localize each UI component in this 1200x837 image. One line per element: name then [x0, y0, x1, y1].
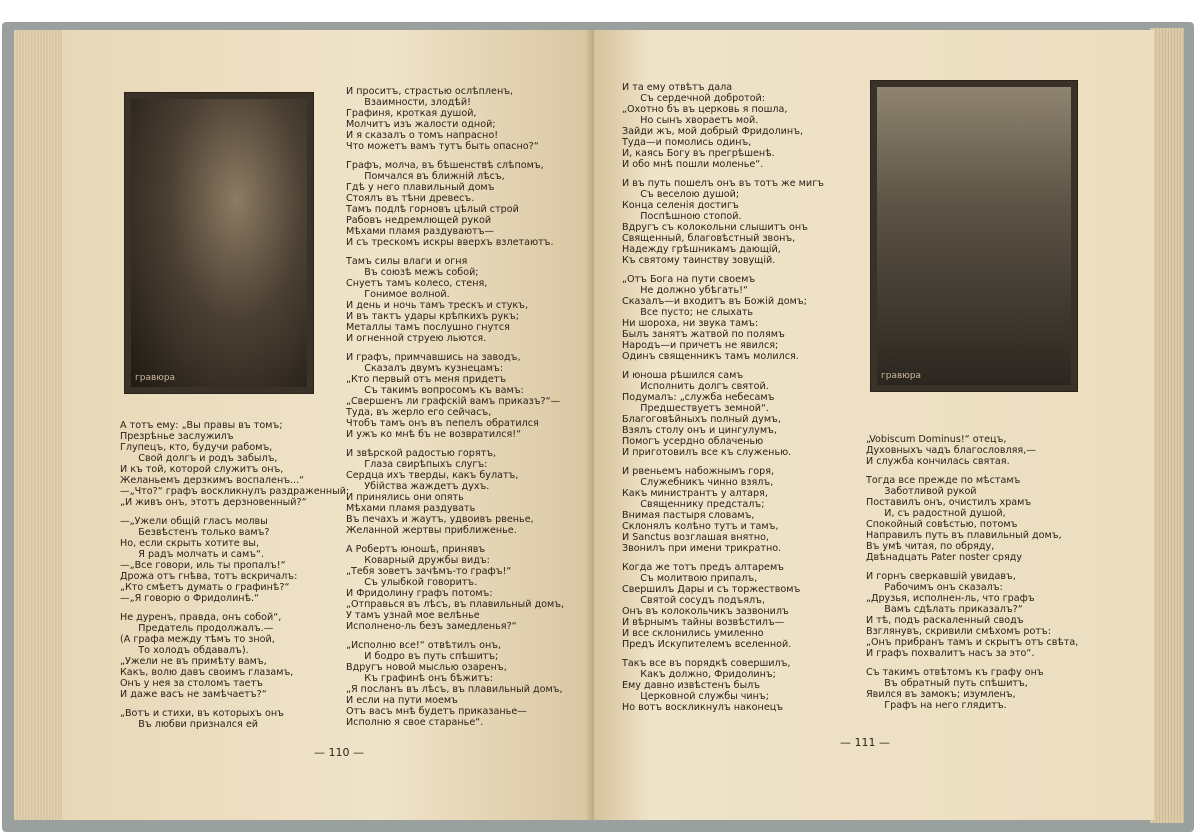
verse-line: (А графа между тѣмъ то зной,: [120, 634, 275, 645]
verse-line: Не должно убѣгать!“: [622, 285, 748, 296]
verse-line: Все пусто; не слыхать: [622, 307, 754, 318]
verse-line: Зайди жъ, мой добрый Фридолинъ,: [622, 126, 804, 137]
stanza: [622, 274, 824, 362]
stanza: [120, 708, 349, 730]
verse-line: И ужъ ко мнѣ бъ не возвратился!“: [346, 429, 522, 440]
verse-line: Туда—и помолись одинъ,: [622, 137, 752, 148]
verse-line: Поставилъ онъ, очистилъ храмъ: [866, 497, 1032, 508]
verse-line: Такъ все въ порядкѣ совершилъ,: [622, 658, 791, 669]
engraving-forge-scene: [124, 92, 314, 394]
verse-line: Къ святому таинству зовущій.: [622, 255, 776, 266]
verse-line: Но сынъ хвораетъ мой.: [622, 115, 759, 126]
verse-line: Предъ Искупителемъ вселенной.: [622, 639, 792, 650]
verse-line: Спокойный совѣстью, потомъ: [866, 519, 1018, 530]
verse-line: Графиня, кроткая душой,: [346, 108, 477, 119]
verse-line: „Охотно бъ въ церковь я пошла,: [622, 104, 788, 115]
stanza: [346, 640, 564, 728]
left-page: [62, 30, 598, 820]
verse-line: Сказалъ—и входитъ въ Божій домъ;: [622, 296, 807, 307]
verse-line: И юноша рѣшился самъ: [622, 370, 744, 381]
verse-line: Онъ въ колокольчикъ зазвонилъ: [622, 606, 789, 617]
verse-line: Въ печахъ и жаутъ, удвоивъ рвенье,: [346, 514, 534, 525]
verse-line: Предатель продолжалъ.—: [120, 623, 274, 634]
verse-line: И я сказалъ о томъ напрасно!: [346, 130, 499, 141]
verse-line: И, съ радостной душой,: [866, 508, 1006, 519]
verse-line: „Исполню все!“ отвѣтилъ онъ,: [346, 640, 502, 651]
stanza: [346, 160, 564, 248]
verse-line: И все склонились умиленно: [622, 628, 764, 639]
stanza: [866, 667, 1078, 711]
stanza: [346, 256, 564, 344]
verse-line: Былъ занятъ жатвой по полямъ: [622, 329, 785, 340]
verse-line: Но вотъ воскликнулъ наконецъ: [622, 702, 784, 713]
verse-line: И вѣрнымъ тайны возвѣстилъ—: [622, 617, 785, 628]
verse-line: Какъ, волю давъ своимъ глазамъ,: [120, 667, 294, 678]
verse-line: „И живъ онъ, этотъ дерзновенный?“: [120, 497, 307, 508]
verse-line: Съ такимъ вопросомъ къ вамъ:: [346, 385, 524, 396]
verse-line: Свершилъ Дары и съ торжествомъ: [622, 584, 801, 595]
verse-line: А тотъ ему: „Вы правы въ томъ;: [120, 420, 283, 431]
verse-line: Тамъ подлѣ горновъ цѣлый строй: [346, 204, 519, 215]
verse-line: И въ тактъ удары крѣпкихъ рукъ;: [346, 311, 520, 322]
verse-line: „Кто первый отъ меня придетъ: [346, 374, 507, 385]
verse-line: Сказалъ двумъ кузнецамъ:: [346, 363, 504, 374]
verse-line: У тамъ узнай мое велѣнье: [346, 610, 480, 621]
verse-line: И звѣрской радостью горятъ,: [346, 448, 497, 459]
verse-line: Направилъ путь въ плавильный домъ,: [866, 530, 1062, 541]
verse-line: Что можетъ вамъ тутъ быть опасно?“: [346, 141, 539, 152]
verse-line: Священнику предсталъ;: [622, 499, 765, 510]
verse-line: Подумалъ: „служба небесамъ: [622, 392, 775, 403]
right-page: [594, 30, 1154, 820]
verse-line: И графъ, примчавшись на заводъ,: [346, 352, 521, 363]
left-page-column-1: [120, 420, 349, 738]
verse-line: Къ графинѣ онъ бѣжитъ:: [346, 673, 493, 684]
verse-line: Вамъ сдѣлать приказалъ?“: [866, 604, 1023, 615]
verse-line: Съ сердечной добротой:: [622, 93, 766, 104]
verse-line: Но, если скрыть хотите вы,: [120, 538, 259, 549]
verse-line: Конца селенія достигъ: [622, 200, 739, 211]
verse-line: Безвѣстенъ только вамъ?: [120, 527, 270, 538]
verse-line: И тѣ, подъ раскаленный сводъ: [866, 615, 1024, 626]
verse-line: И та ему отвѣтъ дала: [622, 82, 733, 93]
verse-line: Склонялъ колѣно тутъ и тамъ,: [622, 521, 779, 532]
verse-line: Заботливой рукой: [866, 486, 977, 497]
verse-line: Убійства жаждетъ духъ.: [346, 481, 490, 492]
verse-line: —„Все говори, иль ты пропалъ!“: [120, 560, 286, 571]
verse-line: Рабовъ недремлющей рукой: [346, 215, 492, 226]
verse-line: Чтобъ тамъ онъ въ пепелъ обратился: [346, 418, 539, 429]
verse-line: Какъ министрантъ у алтаря,: [622, 488, 768, 499]
verse-line: Туда, въ жерло его сейчасъ,: [346, 407, 492, 418]
verse-line: „Онъ прибранъ тамъ и скрытъ отъ свѣта,: [866, 637, 1079, 648]
verse-line: Звонилъ при имени трикратно.: [622, 543, 782, 554]
stanza: [866, 475, 1078, 563]
verse-line: Когда же тотъ предъ алтаремъ: [622, 562, 784, 573]
verse-line: „Свершенъ ли графскій вамъ приказъ?“—: [346, 396, 561, 407]
verse-line: „Вотъ и стихи, въ которыхъ онъ: [120, 708, 284, 719]
verse-line: Благоговѣйныхъ полный думъ,: [622, 414, 781, 425]
verse-line: „Тебя зоветъ зачѣмъ-то графъ!“: [346, 566, 512, 577]
verse-line: Металлы тамъ послушно гнутся: [346, 322, 510, 333]
verse-line: И обо мнѣ пошли моленье“.: [622, 159, 764, 170]
verse-line: И Sanctus возглашая внятно,: [622, 532, 770, 543]
verse-line: И, каясь Богу въ прегрѣшенѣ.: [622, 148, 775, 159]
verse-line: Въ обратный путь спѣшитъ,: [866, 678, 1028, 689]
verse-line: Явился въ замокъ; изумленъ,: [866, 689, 1016, 700]
verse-line: Въ любви признался ей: [120, 719, 258, 730]
stanza: [346, 86, 564, 152]
verse-line: Помогъ усердно облаченью: [622, 436, 764, 447]
right-page-column-2: [866, 434, 1078, 719]
verse-line: Снуетъ тамъ колесо, стеня,: [346, 278, 488, 289]
verse-line: Сердца ихъ тверды, какъ булатъ,: [346, 470, 519, 481]
verse-line: Я радъ молчать и самъ“.: [120, 549, 264, 560]
verse-line: Въ умѣ читая, по обряду,: [866, 541, 995, 552]
verse-line: „Друзья, исполнен-ль, что графъ: [866, 593, 1035, 604]
verse-line: Отъ васъ мнѣ будетъ приказанье—: [346, 706, 527, 717]
verse-line: „Отъ Бога на пути своемъ: [622, 274, 756, 285]
verse-line: Съ улыбкой говоритъ.: [346, 577, 478, 588]
verse-line: Исполнено-ль безъ замедленья?“: [346, 621, 517, 632]
verse-line: Съ веселою душой;: [622, 189, 740, 200]
verse-line: Исполнить долгъ святой.: [622, 381, 769, 392]
verse-line: Въ союзѣ межъ собой;: [346, 267, 479, 278]
stanza: [120, 516, 349, 604]
verse-line: Графъ на него глядитъ.: [866, 700, 1007, 711]
verse-line: Ему давно извѣстенъ былъ: [622, 680, 761, 691]
verse-line: „Кто смѣетъ думать о графинѣ?“: [120, 582, 290, 593]
verse-line: Глаза свирѣпыхъ слугъ:: [346, 459, 488, 470]
verse-line: Духовныхъ чадъ благословляя,—: [866, 445, 1036, 456]
right-page-column-1: [622, 82, 824, 721]
verse-line: Съ молитвою припалъ,: [622, 573, 758, 584]
verse-line: Презрѣнье заслужилъ: [120, 431, 234, 442]
verse-line: Желанной жертвы приближенье.: [346, 525, 517, 536]
verse-line: Взялъ столу онъ и цингулумъ,: [622, 425, 777, 436]
verse-line: Исполню я свое старанье“.: [346, 717, 484, 728]
page-edges-left: [14, 30, 66, 820]
verse-line: Молчитъ изъ жалости одной;: [346, 119, 496, 130]
verse-line: —„Что?“ графъ воскликнулъ раздраженный:: [120, 486, 350, 497]
stanza: [120, 612, 349, 700]
verse-line: И Фридолину графъ потомъ:: [346, 588, 493, 599]
verse-line: „Отправься въ лѣсъ, въ плавильный домъ,: [346, 599, 565, 610]
verse-line: И день и ночь тамъ трескъ и стукъ,: [346, 300, 528, 311]
verse-line: Желаньемъ дерзкимъ воспаленъ...“: [120, 475, 305, 486]
stanza: [120, 420, 349, 508]
verse-line: Мѣхами пламя раздуваютъ—: [346, 226, 495, 237]
verse-line: Стоялъ въ тѣни древесъ.: [346, 193, 475, 204]
verse-line: И къ той, которой служитъ онъ,: [120, 464, 284, 475]
verse-line: И бодро въ путь спѣшитъ;: [346, 651, 499, 662]
verse-line: Онъ у нея за столомъ таетъ: [120, 678, 263, 689]
illustration-caption: гравюра: [135, 373, 176, 383]
verse-line: И въ путь пошелъ онъ въ тотъ же мигъ: [622, 178, 824, 189]
verse-line: Не дуренъ, правда, онъ собой“,: [120, 612, 282, 623]
page-number-right: — 111 —: [840, 736, 890, 749]
verse-line: Какъ должно, Фридолинъ;: [622, 669, 776, 680]
verse-line: Внимая пастыря словамъ,: [622, 510, 755, 521]
verse-line: Вдругъ съ колокольни слышитъ онъ: [622, 222, 808, 233]
page-number-left: — 110 —: [314, 746, 364, 759]
verse-line: Съ такимъ отвѣтомъ къ графу онъ: [866, 667, 1044, 678]
verse-line: И горнъ сверкавшій увидавъ,: [866, 571, 1016, 582]
verse-line: Рабочимъ онъ сказалъ:: [866, 582, 1003, 593]
verse-line: Коварный дружбы видъ:: [346, 555, 490, 566]
verse-line: „Я посланъ въ лѣсъ, въ плавильный домъ,: [346, 684, 563, 695]
verse-line: А Робертъ юношѣ, принявъ: [346, 544, 486, 555]
stanza: [622, 82, 824, 170]
verse-line: Взаимности, злодѣй!: [346, 97, 471, 108]
stanza: [346, 544, 564, 632]
verse-line: „Vobiscum Dominus!“ отецъ,: [866, 434, 1007, 445]
verse-line: И рвеньемъ набожнымъ горя,: [622, 466, 775, 477]
verse-line: И проситъ, страстью ослѣпленъ,: [346, 86, 514, 97]
verse-line: И приготовилъ все къ служенью.: [622, 447, 792, 458]
stanza: [866, 434, 1078, 467]
verse-line: Гдѣ у него плавильный домъ: [346, 182, 495, 193]
engraving-forest-mill: [870, 80, 1078, 392]
verse-line: Народъ—и причетъ не явился;: [622, 340, 779, 351]
stanza: [622, 562, 824, 650]
verse-line: Святой сосудъ подъялъ,: [622, 595, 766, 606]
verse-line: И даже васъ не замѣчаетъ?“: [120, 689, 267, 700]
verse-line: Гонимое волной.: [346, 289, 450, 300]
verse-line: Свой долгъ и родъ забылъ,: [120, 453, 278, 464]
verse-line: То холодъ обдавалъ).: [120, 645, 249, 656]
verse-line: Глупецъ, кто, будучи рабомъ,: [120, 442, 273, 453]
verse-line: Ни шороха, ни звука тамъ:: [622, 318, 759, 329]
verse-line: Тогда все прежде по мѣстамъ: [866, 475, 1021, 486]
illustration-caption: гравюра: [881, 371, 922, 381]
verse-line: Мѣхами пламя раздувать: [346, 503, 476, 514]
stanza: [622, 178, 824, 266]
verse-line: И съ трескомъ искры вверхъ взлетаютъ.: [346, 237, 554, 248]
stanza: [866, 571, 1078, 659]
verse-line: И принялись они опять: [346, 492, 464, 503]
stanza: [346, 448, 564, 536]
left-page-column-2: [346, 86, 564, 736]
verse-line: Одинъ священникъ тамъ молился.: [622, 351, 799, 362]
verse-line: И если на пути моемъ: [346, 695, 458, 706]
verse-line: Дрожа отъ гнѣва, тотъ вскричалъ:: [120, 571, 298, 582]
verse-line: Взглянувъ, скривили смѣхомъ ротъ:: [866, 626, 1051, 637]
verse-line: Тамъ силы влаги и огня: [346, 256, 468, 267]
verse-line: Графъ, молча, въ бѣшенствѣ слѣпомъ,: [346, 160, 544, 171]
verse-line: Поспѣшною стопой.: [622, 211, 742, 222]
stanza: [622, 370, 824, 458]
stanza: [622, 658, 824, 713]
page-edges-right: [1150, 28, 1184, 823]
verse-line: Священный, благовѣстный звонъ,: [622, 233, 796, 244]
verse-line: Двѣнадцать Pater noster сряду: [866, 552, 1023, 563]
verse-line: —„Ужели общій гласъ молвы: [120, 516, 268, 527]
verse-line: Помчался въ ближній лѣсъ,: [346, 171, 505, 182]
verse-line: И огненной струею льются.: [346, 333, 487, 344]
verse-line: И служба кончилась святая.: [866, 456, 1010, 467]
verse-line: Церковной службы чинъ;: [622, 691, 769, 702]
verse-line: Предшествуетъ земной“.: [622, 403, 769, 414]
verse-line: Вдругъ новой мыслью озаренъ,: [346, 662, 507, 673]
verse-line: „Ужели не въ примѣту вамъ,: [120, 656, 267, 667]
verse-line: Служебникъ чинно взялъ,: [622, 477, 774, 488]
stanza: [622, 466, 824, 554]
verse-line: Надежду грѣшникамъ дающій,: [622, 244, 781, 255]
stanza: [346, 352, 564, 440]
verse-line: И графъ похвалитъ насъ за это“.: [866, 648, 1035, 659]
verse-line: —„Я говорю о Фридолинѣ.“: [120, 593, 260, 604]
